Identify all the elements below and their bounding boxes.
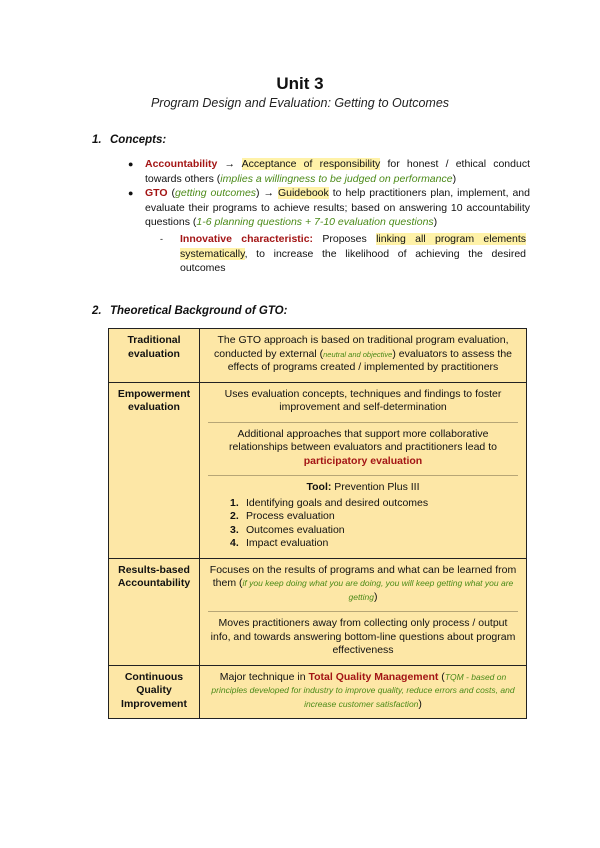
- row-label: Continuous Quality Improvement: [109, 665, 200, 719]
- highlight-term: Total Quality Management: [308, 670, 439, 683]
- text: Focuses on the results of programs and what can be learned from them (: [209, 563, 517, 589]
- highlight-term: participatory evaluation: [303, 454, 423, 467]
- term: Innovative characteristic:: [180, 233, 314, 245]
- list-item: 2. Process evaluation: [230, 510, 335, 522]
- table-row: [109, 329, 527, 383]
- note: TQM - based on principles developed for industry to improve quality, reduce errors and costs, and increase customer satisfaction: [211, 671, 515, 709]
- row-label: Empowerment evaluation: [109, 382, 200, 558]
- bullet-accountability: [128, 157, 530, 186]
- arrow: →: [217, 158, 242, 170]
- term: Accountability: [145, 158, 218, 170]
- row-content: [200, 382, 527, 558]
- content-block: [208, 426, 518, 473]
- divider: [208, 422, 518, 423]
- text: (: [438, 670, 445, 683]
- note: neutral and objective: [323, 349, 393, 359]
- section-1-heading: [92, 134, 166, 146]
- bullet-gto: [128, 186, 530, 230]
- content-block: [208, 669, 518, 716]
- note: implies a willingness to be judged on performance: [220, 172, 453, 185]
- row-label: Traditional evaluation: [109, 329, 200, 383]
- text: ) evaluators to assess the effects of programs created / implemented by practitioners: [227, 347, 513, 373]
- divider: [208, 611, 518, 612]
- text: ): [374, 590, 378, 603]
- note: if you keep doing what you are doing, you will keep getting what you are getting: [242, 578, 514, 602]
- gto-background-table: [108, 328, 527, 719]
- row-content: [200, 558, 527, 665]
- content-block: Moves practitioners away from collecting only process / output info, and towards answering bottom-line questions about program effectiveness: [210, 617, 516, 656]
- note: getting outcomes: [175, 187, 257, 199]
- table-row: [109, 382, 527, 558]
- note: 1-6 planning questions + 7-10 evaluation questions: [196, 216, 434, 228]
- content-block: Uses evaluation concepts, techniques and findings to foster improvement and self-determination: [224, 387, 502, 413]
- section-title: Theoretical Background of GTO:: [110, 305, 288, 317]
- steps-list: [230, 497, 518, 551]
- text: ): [418, 697, 422, 710]
- table-row: [109, 665, 527, 719]
- tool-label: Tool:: [306, 481, 332, 493]
- section-title: Concepts:: [110, 134, 167, 146]
- highlight: linking all program elements systematically: [180, 233, 527, 260]
- text: The GTO approach is based on traditional program evaluation, conducted by external (: [213, 334, 509, 360]
- page-subtitle: Program Design and Evaluation: Getting to Outcomes: [150, 96, 450, 110]
- section-number: 2.: [92, 305, 102, 317]
- row-label: Results-based Accountability: [109, 558, 200, 665]
- content-block: [208, 332, 518, 379]
- page-title: Unit 3: [276, 74, 324, 93]
- row-content: [200, 329, 527, 383]
- tool-name: Prevention Plus III: [331, 481, 420, 493]
- list-item: 4. Impact evaluation: [230, 537, 329, 549]
- list-item: 1. Identifying goals and desired outcomes: [230, 496, 429, 509]
- text: for honest / ethical conduct towards others (: [145, 158, 530, 185]
- highlight: Acceptance of responsibility: [241, 158, 381, 170]
- section-2-heading: [92, 305, 287, 317]
- bullet-dot-icon: ●: [128, 159, 134, 169]
- text: Additional approaches that support more collaborative relationships between evaluators and practitioners lead to: [229, 427, 497, 453]
- row-content: [200, 665, 527, 719]
- text: to help practitioners plan, implement, and evaluate their programs to achieve results; based on answering 10 accountability questions (: [145, 187, 530, 228]
- sub-bullet-innovative: [160, 232, 527, 276]
- bullet-dot-icon: ●: [128, 188, 134, 198]
- text: ) →: [256, 187, 278, 199]
- text: , to increase the likelihood of achieving the desired outcomes: [180, 247, 526, 274]
- dash: -: [160, 234, 163, 244]
- text: Major technique in: [219, 670, 309, 683]
- table-row: [109, 558, 527, 665]
- divider: [208, 475, 518, 476]
- text: (: [167, 187, 176, 199]
- term: GTO: [145, 187, 168, 199]
- tool-block: [208, 479, 518, 555]
- text: ): [433, 216, 438, 228]
- highlight: Guidebook: [277, 187, 329, 199]
- text: ): [452, 172, 457, 185]
- section-number: 1.: [92, 134, 102, 146]
- list-item: 3. Outcomes evaluation: [230, 523, 345, 536]
- text: Proposes: [313, 233, 377, 245]
- content-block: [208, 562, 518, 609]
